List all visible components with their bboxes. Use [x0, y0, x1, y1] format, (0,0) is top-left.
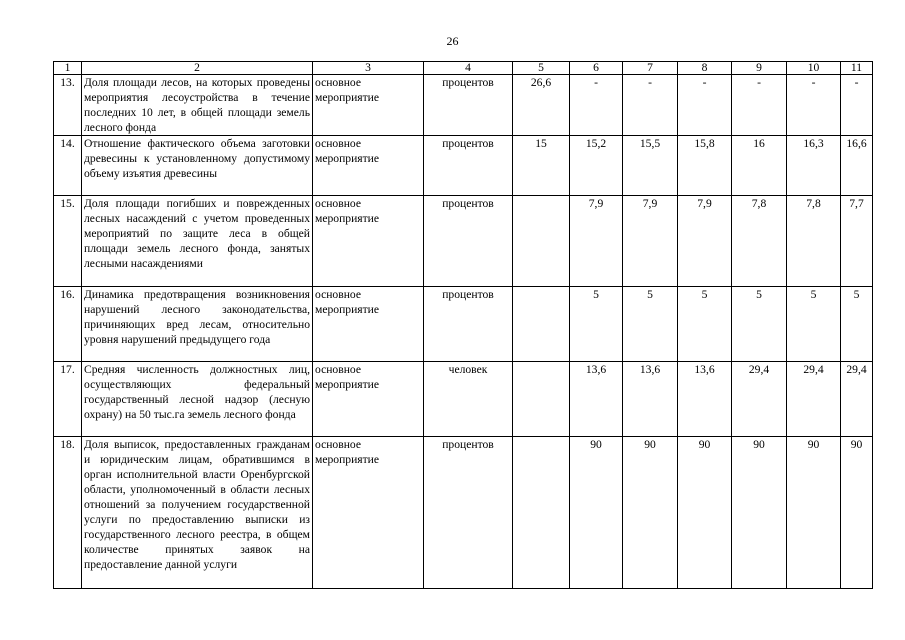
value-cell: 90: [678, 437, 732, 589]
indicator-name: Доля площади лесов, на которых проведены мероприятия лесоустройства в течение последних 10 лет, в общей площади земель лесного фонда: [82, 75, 313, 136]
column-header: 4: [424, 62, 513, 75]
value-cell: 7,9: [678, 196, 732, 287]
value-cell: [513, 196, 570, 287]
indicator-name: Динамика предотвращения возникновения нарушений лесного законодательства, причиняющих вред лесам, относительно уровня нарушений предыдущего года: [82, 287, 313, 362]
table-row: [54, 437, 873, 589]
value-cell: 15,8: [678, 136, 732, 196]
column-header: 6: [570, 62, 623, 75]
value-cell: 5: [787, 287, 841, 362]
value-cell: 7,8: [732, 196, 787, 287]
measure-type: основное мероприятие: [313, 437, 424, 589]
row-number: 15.: [54, 196, 82, 287]
row-number: 18.: [54, 437, 82, 589]
unit-of-measure: процентов: [424, 75, 513, 136]
value-cell: -: [678, 75, 732, 136]
row-number: 16.: [54, 287, 82, 362]
value-cell: 26,6: [513, 75, 570, 136]
value-cell: 90: [732, 437, 787, 589]
value-cell: -: [570, 75, 623, 136]
value-cell: 5: [570, 287, 623, 362]
column-header: 11: [841, 62, 873, 75]
column-header: 1: [54, 62, 82, 75]
value-cell: [513, 362, 570, 437]
measure-type: основное мероприятие: [313, 362, 424, 437]
indicator-name: Средняя численность должностных лиц, осуществляющих федеральный государственный лесной надзор (лесную охрану) на 50 тыс.га земель лесного фонда: [82, 362, 313, 437]
indicator-name: Доля выписок, предоставленных гражданам и юридическим лицам, обратившимся в орган исполнительной власти Оренбургской области, уполномоченный в области лесных отношений за получением государственной услуги по предоставлению выписки из государственного лесного реестра, в общем количестве принятых заявок на предоставление данной услуги: [82, 437, 313, 589]
value-cell: -: [732, 75, 787, 136]
column-header: 3: [313, 62, 424, 75]
value-cell: [513, 437, 570, 589]
column-header: 8: [678, 62, 732, 75]
row-number: 13.: [54, 75, 82, 136]
value-cell: 29,4: [732, 362, 787, 437]
table-row: [54, 136, 873, 196]
value-cell: 13,6: [678, 362, 732, 437]
value-cell: 15: [513, 136, 570, 196]
value-cell: 7,8: [787, 196, 841, 287]
value-cell: 90: [787, 437, 841, 589]
table-row: [54, 362, 873, 437]
value-cell: 5: [732, 287, 787, 362]
value-cell: -: [623, 75, 678, 136]
value-cell: 13,6: [570, 362, 623, 437]
value-cell: 16,3: [787, 136, 841, 196]
value-cell: 15,2: [570, 136, 623, 196]
value-cell: 90: [623, 437, 678, 589]
value-cell: 5: [678, 287, 732, 362]
value-cell: [513, 287, 570, 362]
indicators-table: [53, 61, 873, 589]
indicator-name: Доля площади погибших и поврежденных лесных насаждений с учетом проведенных мероприятий по защите леса в общей площади земель лесного фонда, занятых лесными насаждениями: [82, 196, 313, 287]
measure-type: основное мероприятие: [313, 196, 424, 287]
column-header: 7: [623, 62, 678, 75]
value-cell: 90: [570, 437, 623, 589]
row-number: 17.: [54, 362, 82, 437]
value-cell: 90: [841, 437, 873, 589]
unit-of-measure: процентов: [424, 437, 513, 589]
unit-of-measure: процентов: [424, 136, 513, 196]
measure-type: основное мероприятие: [313, 75, 424, 136]
unit-of-measure: процентов: [424, 196, 513, 287]
value-cell: -: [787, 75, 841, 136]
value-cell: 13,6: [623, 362, 678, 437]
column-header: 9: [732, 62, 787, 75]
table-row: [54, 196, 873, 287]
value-cell: 5: [841, 287, 873, 362]
value-cell: 29,4: [841, 362, 873, 437]
header-row: [54, 62, 873, 75]
value-cell: 15,5: [623, 136, 678, 196]
table-row: [54, 287, 873, 362]
value-cell: 16: [732, 136, 787, 196]
value-cell: 7,9: [623, 196, 678, 287]
page-number: 26: [446, 34, 459, 48]
table-row: [54, 75, 873, 136]
value-cell: 7,7: [841, 196, 873, 287]
unit-of-measure: человек: [424, 362, 513, 437]
value-cell: 5: [623, 287, 678, 362]
value-cell: 29,4: [787, 362, 841, 437]
value-cell: -: [841, 75, 873, 136]
value-cell: 7,9: [570, 196, 623, 287]
column-header: 10: [787, 62, 841, 75]
unit-of-measure: процентов: [424, 287, 513, 362]
value-cell: 16,6: [841, 136, 873, 196]
column-header: 2: [82, 62, 313, 75]
indicator-name: Отношение фактического объема заготовки древесины к установленному допустимому объему изъятия древесины: [82, 136, 313, 196]
measure-type: основное мероприятие: [313, 136, 424, 196]
measure-type: основное мероприятие: [313, 287, 424, 362]
column-header: 5: [513, 62, 570, 75]
row-number: 14.: [54, 136, 82, 196]
